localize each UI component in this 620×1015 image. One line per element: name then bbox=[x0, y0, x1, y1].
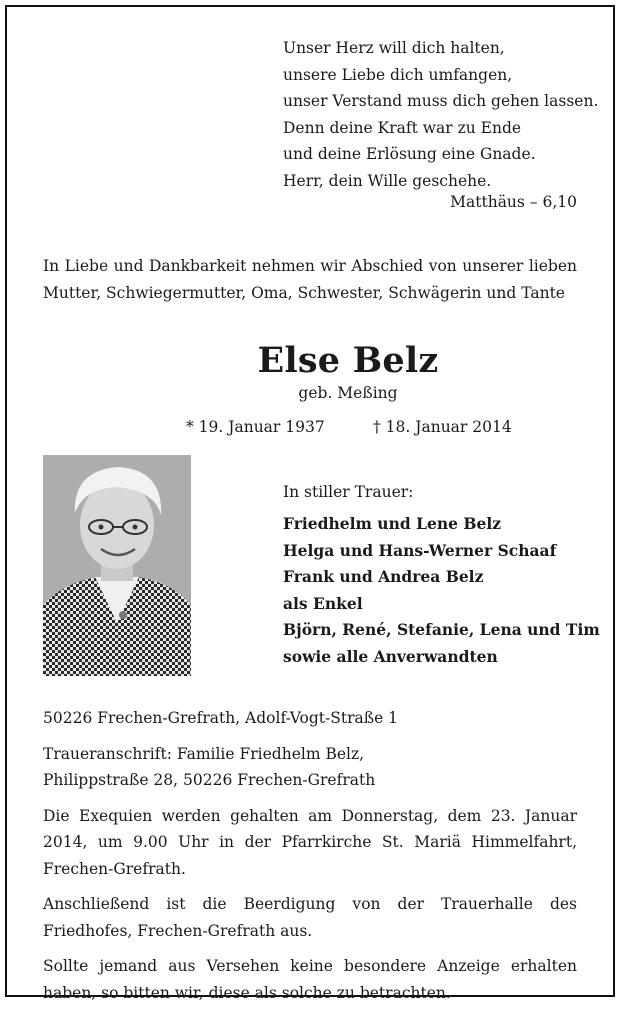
mourners-label: In stiller Trauer: bbox=[283, 483, 414, 501]
poem-line: Unser Herz will dich halten, bbox=[283, 39, 505, 57]
poem-line: unser Verstand muss dich gehen lassen. bbox=[283, 92, 599, 110]
mourner-line: Helga und Hans-Werner Schaaf bbox=[283, 540, 557, 560]
poem-line: und deine Erlösung eine Gnade. bbox=[283, 145, 536, 163]
mourner-line: als Enkel bbox=[283, 593, 363, 613]
poem bbox=[283, 35, 599, 194]
mourner-line: Björn, René, Stefanie, Lena und Tim bbox=[283, 620, 600, 639]
mourner-line: Frank und Andrea Belz bbox=[283, 567, 484, 586]
closing-note: Sollte jemand aus Versehen keine besondere Anzeige erhalten haben, so bitten wir, diese als solche zu betrachten. bbox=[43, 957, 577, 1002]
mourning-address-line: Philippstraße 28, 50226 Frechen-Grefrath bbox=[43, 771, 376, 789]
portrait-photo bbox=[43, 455, 191, 676]
mourner-line: sowie alle Anverwandten bbox=[283, 646, 498, 666]
poem-line: unsere Liebe dich umfangen, bbox=[283, 65, 513, 84]
death-date: † 18. Januar 2014 bbox=[373, 418, 512, 436]
residence-address: 50226 Frechen-Grefrath, Adolf-Vogt-Straße 1 bbox=[43, 709, 399, 727]
deceased-name: Else Belz bbox=[257, 340, 439, 381]
poem-source: Matthäus – 6,10 bbox=[450, 193, 577, 211]
birth-date: * 19. Januar 1937 bbox=[186, 418, 325, 436]
exequies-notice: Die Exequien werden gehalten am Donnerstag, dem 23. Januar 2014, um 9.00 Uhr in der Pfarrkirche St. Mariä Himmelfahrt, Frechen-Grefrath. bbox=[43, 806, 577, 878]
poem-line: Denn deine Kraft war zu Ende bbox=[283, 118, 522, 137]
intro-text: In Liebe und Dankbarkeit nehmen wir Abschied von unserer lieben Mutter, Schwiegermutter, Oma, Schwester, Schwägerin und Tante bbox=[43, 257, 577, 302]
burial-notice: Anschließend ist die Beerdigung von der Trauerhalle des Friedhofes, Frechen-Grefrath aus. bbox=[43, 895, 577, 940]
portrait-illustration bbox=[43, 455, 191, 676]
mourning-address-line: Traueranschrift: Familie Friedhelm Belz, bbox=[43, 744, 365, 763]
mourners-block bbox=[283, 483, 603, 670]
poem-line: Herr, dein Wille geschehe. bbox=[283, 171, 492, 190]
footer-block bbox=[43, 705, 577, 1015]
maiden-name: geb. Meßing bbox=[298, 384, 398, 402]
mourner-line: Friedhelm und Lene Belz bbox=[283, 514, 502, 533]
mourning-address bbox=[43, 741, 577, 794]
